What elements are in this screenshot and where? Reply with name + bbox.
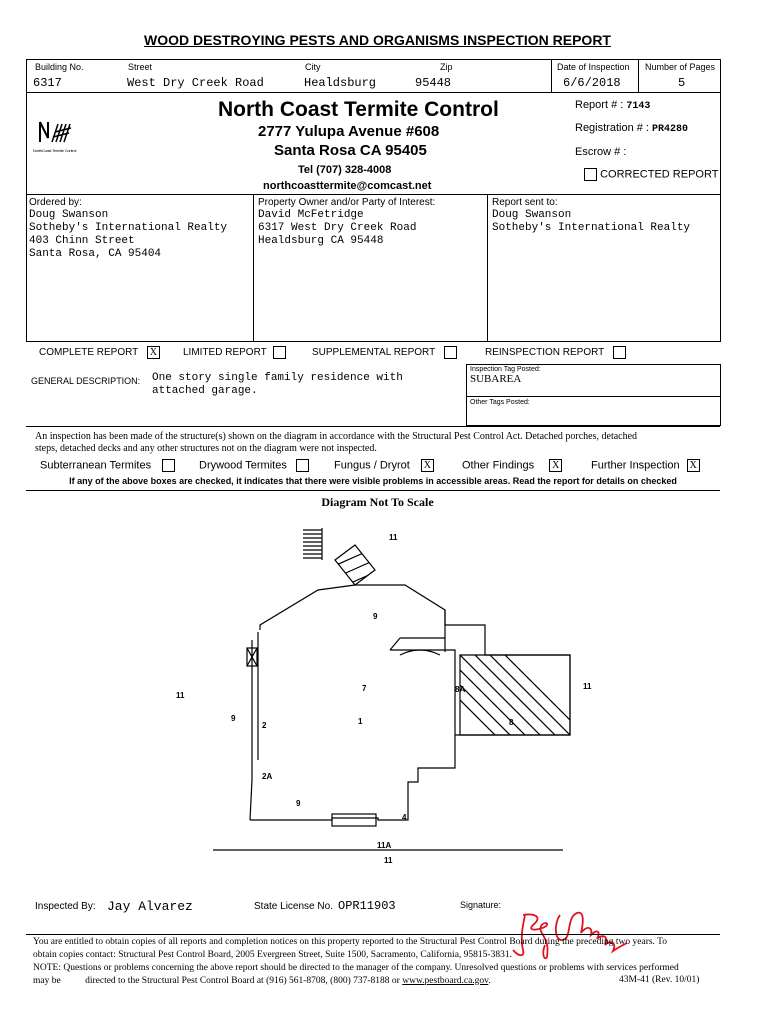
general-description-line: attached garage. bbox=[152, 385, 258, 397]
finding-checkbox[interactable]: X bbox=[549, 459, 562, 472]
corrected-report-label: CORRECTED REPORT bbox=[600, 168, 719, 181]
tag-posted-label: Inspection Tag Posted: bbox=[470, 366, 541, 373]
finding-label: Further Inspection bbox=[591, 459, 680, 472]
diagram-label: 9 bbox=[231, 714, 236, 723]
parties-box bbox=[26, 194, 721, 342]
corrected-report[interactable] bbox=[584, 168, 718, 181]
footer-period: . bbox=[488, 976, 491, 986]
diagram-label: 11A bbox=[377, 841, 392, 850]
diagram-label: 8 bbox=[509, 718, 514, 727]
ordered-by-line: Doug Swanson bbox=[29, 209, 109, 221]
parties-divider bbox=[253, 194, 254, 341]
city-value: Healdsburg bbox=[304, 76, 377, 90]
footer-line: NOTE: Questions or problems concerning the above report should be directed to the manager of the company. Unresolved questions or problems with services performed bbox=[33, 963, 679, 973]
building-no-label: Building No. bbox=[35, 62, 84, 72]
diagram-label: 11 bbox=[176, 691, 185, 700]
logo-caption: NorthCoast Termite Control bbox=[33, 148, 77, 153]
finding-further[interactable] bbox=[591, 459, 700, 472]
finding-drywood[interactable] bbox=[199, 459, 309, 472]
statement-rule bbox=[26, 426, 720, 427]
escrow-label: Escrow # : bbox=[575, 146, 627, 158]
floor-plan-diagram bbox=[0, 510, 770, 870]
footer-line bbox=[33, 976, 491, 986]
parties-divider bbox=[487, 194, 488, 341]
report-type-supplemental[interactable] bbox=[312, 346, 457, 359]
diagram-title: Diagram Not To Scale bbox=[321, 495, 434, 509]
zip-value: 95448 bbox=[415, 76, 452, 90]
notice-rule bbox=[26, 490, 720, 491]
corrected-report-checkbox[interactable] bbox=[584, 168, 597, 181]
other-tags-label: Other Tags Posted: bbox=[470, 399, 530, 406]
header-divider bbox=[551, 59, 552, 92]
footer-line: obtain copies contact: Structural Pest Control Board, 2005 Evergreen Street, Suite 1500, Sacramento, California, 95815-3831. bbox=[33, 950, 512, 960]
ordered-by-line: Sotheby's International Realty bbox=[29, 222, 228, 234]
diagram-label: 9 bbox=[296, 799, 301, 808]
company-address2: Santa Rosa CA 95405 bbox=[274, 142, 427, 159]
zip-label: Zip bbox=[440, 62, 453, 72]
finding-subterranean[interactable] bbox=[40, 459, 175, 472]
company-tel: Tel (707) 328-4008 bbox=[298, 164, 392, 176]
stairs-icon bbox=[303, 528, 322, 560]
general-description-label: GENERAL DESCRIPTION: bbox=[31, 376, 141, 386]
company-logo bbox=[33, 118, 85, 156]
statement-line: An inspection has been made of the structure(s) shown on the diagram in accordance with the Structural Pest Control Act. Detached porches, detached bbox=[35, 431, 638, 442]
signature-image bbox=[505, 895, 645, 965]
finding-checkbox[interactable] bbox=[162, 459, 175, 472]
footer-board-contact: directed to the Structural Pest Control Board at (916) 561-8708, (800) 737-8188 or bbox=[85, 976, 400, 986]
report-type-label: LIMITED REPORT bbox=[183, 347, 267, 359]
finding-label: Drywood Termites bbox=[199, 459, 287, 472]
registration-number bbox=[575, 122, 688, 135]
date-value: 6/6/2018 bbox=[563, 76, 621, 90]
owner-line: David McFetridge bbox=[258, 209, 364, 221]
tags-divider bbox=[466, 396, 720, 397]
report-type-limited[interactable] bbox=[183, 346, 286, 359]
registration-value: PR4280 bbox=[652, 124, 689, 135]
finding-checkbox[interactable]: X bbox=[687, 459, 700, 472]
checked-boxes-notice: If any of the above boxes are checked, it indicates that there were visible problems in accessible areas. Read the report for details on checked bbox=[69, 476, 677, 486]
report-type-reinspection[interactable] bbox=[485, 346, 626, 359]
building-no-value: 6317 bbox=[33, 76, 62, 90]
owner-label: Property Owner and/or Party of Interest: bbox=[258, 197, 436, 208]
footer-may-be: may be bbox=[33, 976, 61, 986]
report-type-complete[interactable] bbox=[39, 346, 160, 359]
diagram-label: 9 bbox=[373, 612, 378, 621]
license-number: OPR11903 bbox=[338, 899, 396, 913]
report-type-checkbox[interactable]: X bbox=[147, 346, 160, 359]
diagram-label: 11 bbox=[583, 682, 592, 691]
footer-rule bbox=[26, 934, 720, 935]
sent-to-label: Report sent to: bbox=[492, 197, 558, 208]
diagram-label: 2 bbox=[262, 721, 267, 730]
report-type-checkbox[interactable] bbox=[613, 346, 626, 359]
street-value: West Dry Creek Road bbox=[127, 76, 264, 90]
form-number: 43M-41 (Rev. 10/01) bbox=[619, 975, 700, 985]
diagram-label: 8A bbox=[455, 685, 466, 694]
finding-fungus[interactable] bbox=[334, 459, 434, 472]
license-label: State License No. bbox=[254, 901, 333, 912]
company-email: northcoasttermite@comcast.net bbox=[263, 180, 432, 192]
report-type-label: SUPPLEMENTAL REPORT bbox=[312, 347, 435, 359]
pestboard-link[interactable]: www.pestboard.ca.gov bbox=[402, 976, 489, 986]
city-label: City bbox=[305, 62, 321, 72]
header-divider bbox=[638, 59, 639, 92]
report-type-checkbox[interactable] bbox=[273, 346, 286, 359]
ordered-by-line: Santa Rosa, CA 95404 bbox=[29, 248, 162, 260]
diagram-label: 2A bbox=[262, 772, 273, 781]
company-name: North Coast Termite Control bbox=[218, 98, 499, 121]
owner-line: Healdsburg CA 95448 bbox=[258, 235, 384, 247]
report-type-label: REINSPECTION REPORT bbox=[485, 347, 605, 359]
tag-posted-value: SUBAREA bbox=[470, 373, 522, 385]
statement-line: steps, detached decks and any other structures not on the diagram were not inspected. bbox=[35, 443, 377, 454]
report-type-checkbox[interactable] bbox=[444, 346, 457, 359]
pages-label: Number of Pages bbox=[645, 62, 716, 72]
report-title: WOOD DESTROYING PESTS AND ORGANISMS INSPECTION REPORT bbox=[144, 32, 611, 48]
footer-line: You are entitled to obtain copies of all reports and completion notices on this property reported to the Structural Pest Control Board during the preceding two years. To bbox=[33, 937, 668, 947]
finding-checkbox[interactable]: X bbox=[421, 459, 434, 472]
street-label: Street bbox=[128, 62, 153, 72]
company-address1: 2777 Yulupa Avenue #608 bbox=[258, 123, 440, 140]
ordered-by-line: 403 Chinn Street bbox=[29, 235, 135, 247]
date-label: Date of Inspection bbox=[557, 62, 630, 72]
report-number bbox=[575, 99, 650, 112]
inspector-name: Jay Alvarez bbox=[107, 899, 193, 914]
inspected-by-label: Inspected By: bbox=[35, 901, 96, 912]
signature-label: Signature: bbox=[460, 900, 502, 910]
sent-to-line: Sotheby's International Realty bbox=[492, 222, 691, 234]
diagram-label: 1 bbox=[358, 717, 363, 726]
ordered-by-label: Ordered by: bbox=[29, 197, 82, 208]
finding-label: Subterranean Termites bbox=[40, 459, 152, 472]
general-description-line: One story single family residence with bbox=[152, 372, 403, 384]
sent-to-line: Doug Swanson bbox=[492, 209, 572, 221]
diagram-label: 4 bbox=[402, 813, 407, 822]
report-number-value: 7143 bbox=[626, 101, 651, 112]
finding-label: Other Findings bbox=[462, 459, 535, 472]
finding-other[interactable] bbox=[462, 459, 562, 472]
owner-line: 6317 West Dry Creek Road bbox=[258, 222, 417, 234]
finding-label: Fungus / Dryrot bbox=[334, 459, 410, 472]
diagram-label: 11 bbox=[389, 533, 398, 542]
pages-value: 5 bbox=[678, 76, 686, 90]
registration-label: Registration # : bbox=[575, 122, 649, 134]
diagram-label: 7 bbox=[362, 684, 367, 693]
report-type-label: COMPLETE REPORT bbox=[39, 347, 139, 359]
finding-checkbox[interactable] bbox=[296, 459, 309, 472]
diagram-label: 11 bbox=[384, 856, 393, 865]
report-number-label: Report # : bbox=[575, 99, 624, 111]
